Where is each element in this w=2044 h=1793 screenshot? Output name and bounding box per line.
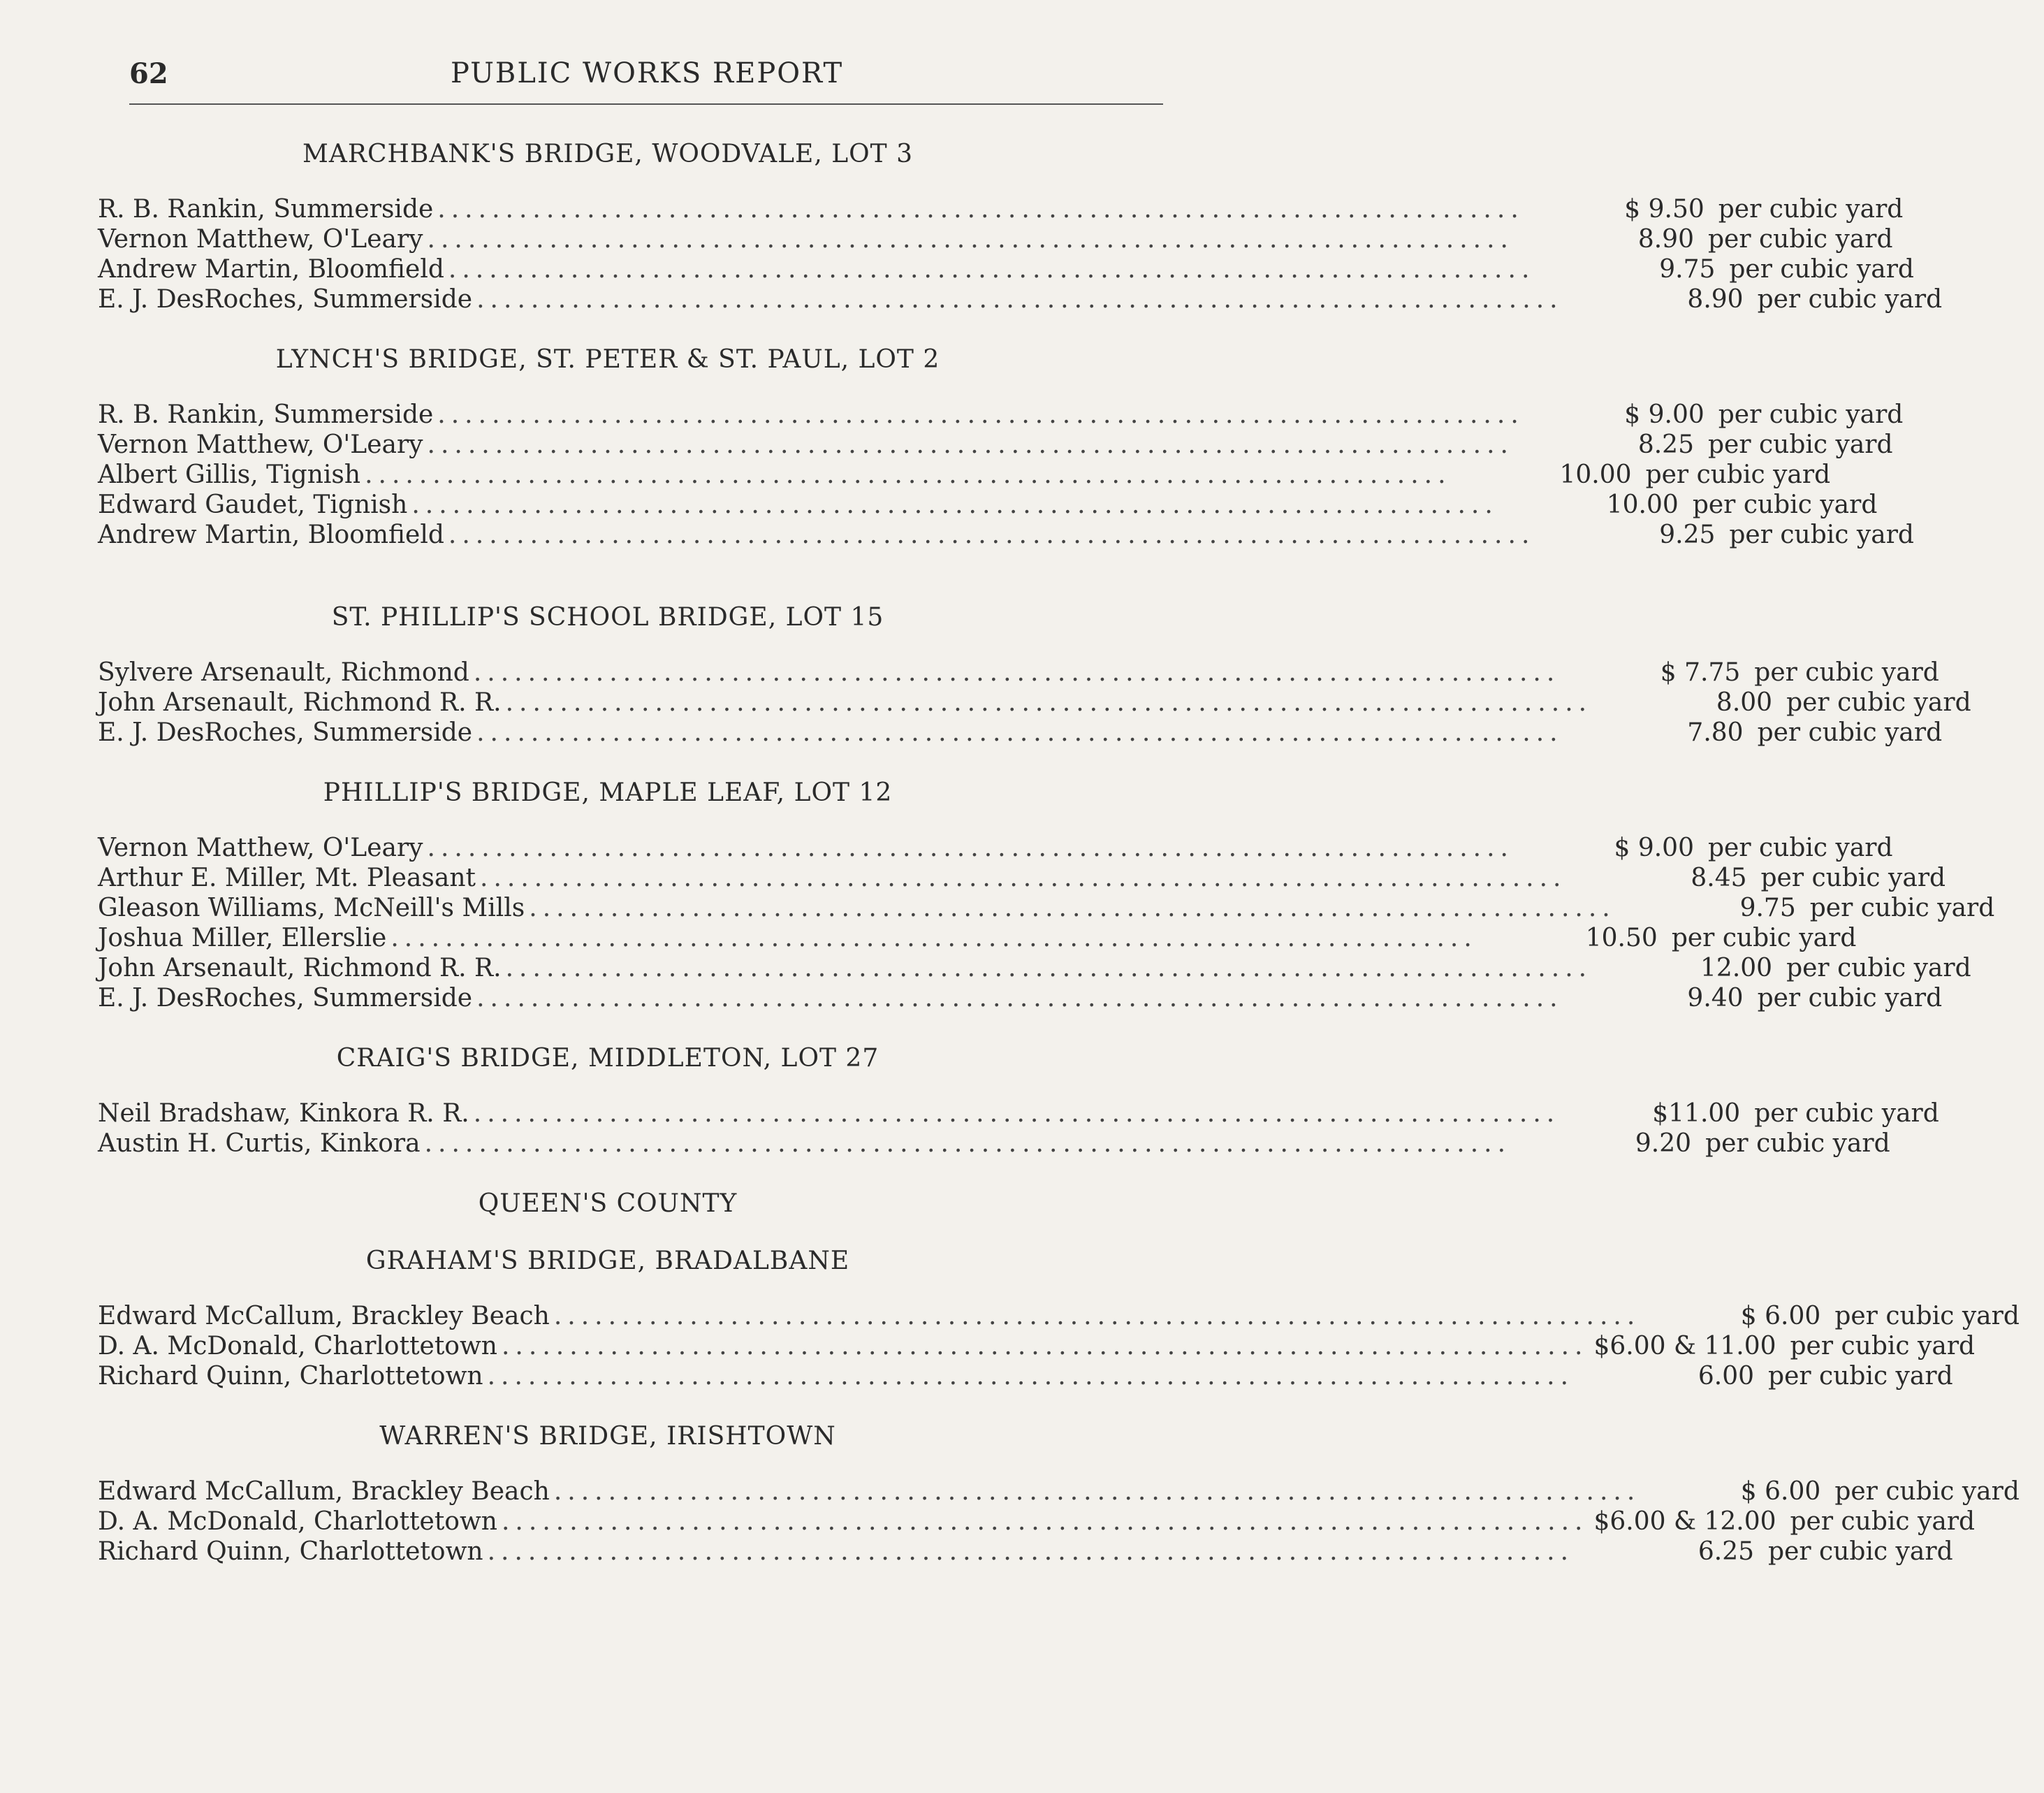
dot-leader: ................................................................................ — [529, 894, 1616, 922]
tender-row — [98, 688, 1971, 718]
tender-row — [98, 1098, 1939, 1128]
unit: per cubic yard — [1760, 864, 1946, 892]
contractor-name: John Arsenault, Richmond R. R. — [98, 954, 502, 982]
dot-leader: ................................................................................ — [424, 1129, 1512, 1158]
unit: per cubic yard — [1757, 984, 1943, 1012]
tender-list — [98, 137, 2020, 1567]
price: $ 7.75 — [1660, 658, 1741, 687]
tender-row — [98, 1128, 1890, 1159]
price: $ 6.00 — [1740, 1477, 1821, 1506]
price: $11.00 — [1652, 1099, 1741, 1128]
tender-row — [98, 1507, 1976, 1537]
dot-leader: ................................................................................ — [476, 718, 1563, 747]
price: 8.90 — [1687, 285, 1744, 314]
unit: per cubic yard — [1729, 521, 1914, 549]
contractor-name: Austin H. Curtis, Kinkora — [98, 1129, 421, 1158]
bridge-section — [98, 1244, 2020, 1391]
section-title: WARREN'S BRIDGE, IRISHTOWN — [379, 1422, 836, 1451]
dot-leader: ................................................................................ — [505, 688, 1593, 717]
contractor-name: Gleason Williams, McNeill's Mills — [98, 894, 525, 922]
tender-row — [98, 430, 1893, 460]
unit: per cubic yard — [1705, 1129, 1890, 1158]
header-rule — [129, 103, 1163, 105]
unit: per cubic yard — [1786, 688, 1971, 717]
dot-leader: ................................................................................ — [487, 1537, 1575, 1566]
contractor-name: E. J. DesRoches, Summerside — [98, 285, 473, 314]
price: 8.00 — [1716, 688, 1773, 717]
tender-row — [98, 1301, 2020, 1331]
tender-row — [98, 284, 1943, 314]
section-title: MARCHBANK'S BRIDGE, WOODVALE, LOT 3 — [302, 140, 913, 168]
unit: per cubic yard — [1718, 400, 1904, 429]
unit: per cubic yard — [1692, 491, 1878, 519]
bridge-section — [98, 600, 1971, 748]
price: 8.45 — [1691, 864, 1747, 892]
unit: per cubic yard — [1834, 1302, 2020, 1330]
county-heading: QUEEN'S COUNTY — [478, 1189, 738, 1218]
contractor-name: R. B. Rankin, Summerside — [98, 195, 434, 224]
price: 9.75 — [1739, 894, 1796, 922]
tender-row — [98, 833, 1893, 863]
price: 12.00 — [1700, 954, 1773, 982]
dot-leader: ................................................................................ — [553, 1477, 1641, 1506]
dot-leader: ................................................................................ — [553, 1302, 1641, 1330]
unit: per cubic yard — [1645, 460, 1831, 489]
contractor-name: Joshua Miller, Ellerslie — [98, 924, 387, 952]
contractor-name: Richard Quinn, Charlottetown — [98, 1537, 483, 1566]
price: 9.40 — [1687, 984, 1744, 1012]
dot-leader: ................................................................................ — [448, 521, 1535, 549]
price: 9.25 — [1659, 521, 1716, 549]
dot-leader: ................................................................................ — [476, 984, 1563, 1012]
contractor-name: Vernon Matthew, O'Leary — [98, 225, 423, 254]
dot-leader: ................................................................................ — [390, 924, 1477, 952]
unit: per cubic yard — [1790, 1332, 1976, 1360]
unit: per cubic yard — [1809, 894, 1995, 922]
dot-leader: ................................................................................ — [487, 1362, 1575, 1391]
price: 10.50 — [1585, 924, 1658, 952]
tender-row — [98, 718, 1943, 748]
tender-row — [98, 400, 1904, 430]
tender-row — [98, 863, 1946, 893]
tender-row — [98, 224, 1893, 254]
price: $ 6.00 — [1740, 1302, 1821, 1330]
tender-row — [98, 658, 1939, 688]
contractor-name: Edward Gaudet, Tignish — [98, 491, 408, 519]
tender-row — [98, 1361, 1953, 1391]
dot-leader: ................................................................................ — [473, 1099, 1561, 1128]
contractor-name: Andrew Martin, Bloomfield — [98, 521, 444, 549]
unit: per cubic yard — [1754, 658, 1939, 687]
tender-row — [98, 490, 1878, 520]
tender-row — [98, 1537, 1953, 1567]
unit: per cubic yard — [1718, 195, 1904, 224]
unit: per cubic yard — [1707, 225, 1893, 254]
unit: per cubic yard — [1707, 834, 1893, 862]
price: 8.90 — [1637, 225, 1694, 254]
bridge-section — [98, 1419, 2020, 1567]
price: $ 9.50 — [1624, 195, 1704, 224]
contractor-name: E. J. DesRoches, Summerside — [98, 984, 473, 1012]
bridge-section — [98, 137, 1943, 314]
bridge-section — [98, 342, 1914, 550]
tender-row — [98, 893, 1995, 923]
unit: per cubic yard — [1790, 1507, 1976, 1536]
unit: per cubic yard — [1754, 1099, 1939, 1128]
price: $ 9.00 — [1614, 834, 1694, 862]
queens-county-sections — [98, 1244, 2020, 1567]
dot-leader: ................................................................................ — [365, 460, 1452, 489]
tender-row — [98, 1476, 2020, 1507]
unit: per cubic yard — [1768, 1537, 1953, 1566]
section-title: CRAIG'S BRIDGE, MIDDLETON, LOT 27 — [336, 1044, 879, 1073]
section-title: LYNCH'S BRIDGE, ST. PETER & ST. PAUL, LOT 2 — [275, 345, 940, 374]
price: 6.25 — [1698, 1537, 1755, 1566]
price: 9.20 — [1635, 1129, 1692, 1158]
dot-leader: ................................................................................ — [411, 491, 1498, 519]
contractor-name: Richard Quinn, Charlottetown — [98, 1362, 483, 1391]
contractor-name: Vernon Matthew, O'Leary — [98, 430, 423, 459]
unit: per cubic yard — [1757, 718, 1943, 747]
tender-row — [98, 983, 1943, 1013]
dot-leader: ................................................................................ — [427, 430, 1514, 459]
price: 6.00 — [1698, 1362, 1755, 1391]
contractor-name: Sylvere Arsenault, Richmond — [98, 658, 469, 687]
price: 9.75 — [1659, 255, 1716, 284]
contractor-name: D. A. McDonald, Charlottetown — [98, 1332, 497, 1360]
price: $ 9.00 — [1624, 400, 1704, 429]
prince-county-sections — [98, 137, 1995, 1159]
section-title: PHILLIP'S BRIDGE, MAPLE LEAF, LOT 12 — [323, 778, 893, 807]
dot-leader: ................................................................................ — [476, 285, 1563, 314]
dot-leader: ................................................................................ — [448, 255, 1535, 284]
contractor-name: Arthur E. Miller, Mt. Pleasant — [98, 864, 476, 892]
price: 10.00 — [1606, 491, 1679, 519]
dot-leader: ................................................................................ — [505, 954, 1593, 982]
unit: per cubic yard — [1757, 285, 1943, 314]
contractor-name: Edward McCallum, Brackley Beach — [98, 1477, 550, 1506]
contractor-name: Edward McCallum, Brackley Beach — [98, 1302, 550, 1330]
price: $6.00 & 12.00 — [1593, 1507, 1776, 1536]
price: 8.25 — [1637, 430, 1694, 459]
unit: per cubic yard — [1729, 255, 1914, 284]
section-title: GRAHAM'S BRIDGE, BRADALBANE — [365, 1247, 850, 1275]
contractor-name: Albert Gillis, Tignish — [98, 460, 361, 489]
section-title: ST. PHILLIP'S SCHOOL BRIDGE, LOT 15 — [331, 603, 884, 632]
unit: per cubic yard — [1671, 924, 1857, 952]
page-header — [129, 57, 1163, 106]
contractor-name: R. B. Rankin, Summerside — [98, 400, 434, 429]
bridge-section — [98, 1041, 1939, 1159]
tender-row — [98, 520, 1914, 550]
tender-row — [98, 923, 1857, 953]
price: 7.80 — [1687, 718, 1744, 747]
contractor-name: Andrew Martin, Bloomfield — [98, 255, 444, 284]
contractor-name: D. A. McDonald, Charlottetown — [98, 1507, 497, 1536]
contractor-name: Vernon Matthew, O'Leary — [98, 834, 423, 862]
tender-row — [98, 1331, 1976, 1361]
contractor-name: John Arsenault, Richmond R. R. — [98, 688, 502, 717]
dot-leader: ................................................................................ — [437, 195, 1524, 224]
price: 10.00 — [1559, 460, 1632, 489]
tender-row — [98, 254, 1914, 284]
running-title: PUBLIC WORKS REPORT — [451, 57, 844, 89]
unit: per cubic yard — [1768, 1362, 1953, 1391]
price: $6.00 & 11.00 — [1593, 1332, 1776, 1360]
dot-leader: ................................................................................ — [473, 658, 1561, 687]
contractor-name: E. J. DesRoches, Summerside — [98, 718, 473, 747]
unit: per cubic yard — [1786, 954, 1971, 982]
tender-row — [98, 194, 1904, 224]
dot-leader: ................................................................................ — [437, 400, 1524, 429]
dot-leader: ................................................................................ — [501, 1332, 1589, 1360]
tender-row — [98, 953, 1971, 983]
tender-row — [98, 460, 1831, 490]
unit: per cubic yard — [1707, 430, 1893, 459]
dot-leader: ................................................................................ — [501, 1507, 1589, 1536]
bridge-section — [98, 776, 1995, 1013]
unit: per cubic yard — [1834, 1477, 2020, 1506]
dot-leader: ................................................................................ — [480, 864, 1567, 892]
dot-leader: ................................................................................ — [427, 225, 1514, 254]
page-number: 62 — [129, 57, 168, 90]
dot-leader: ................................................................................ — [427, 834, 1514, 862]
contractor-name: Neil Bradshaw, Kinkora R. R. — [98, 1099, 469, 1128]
